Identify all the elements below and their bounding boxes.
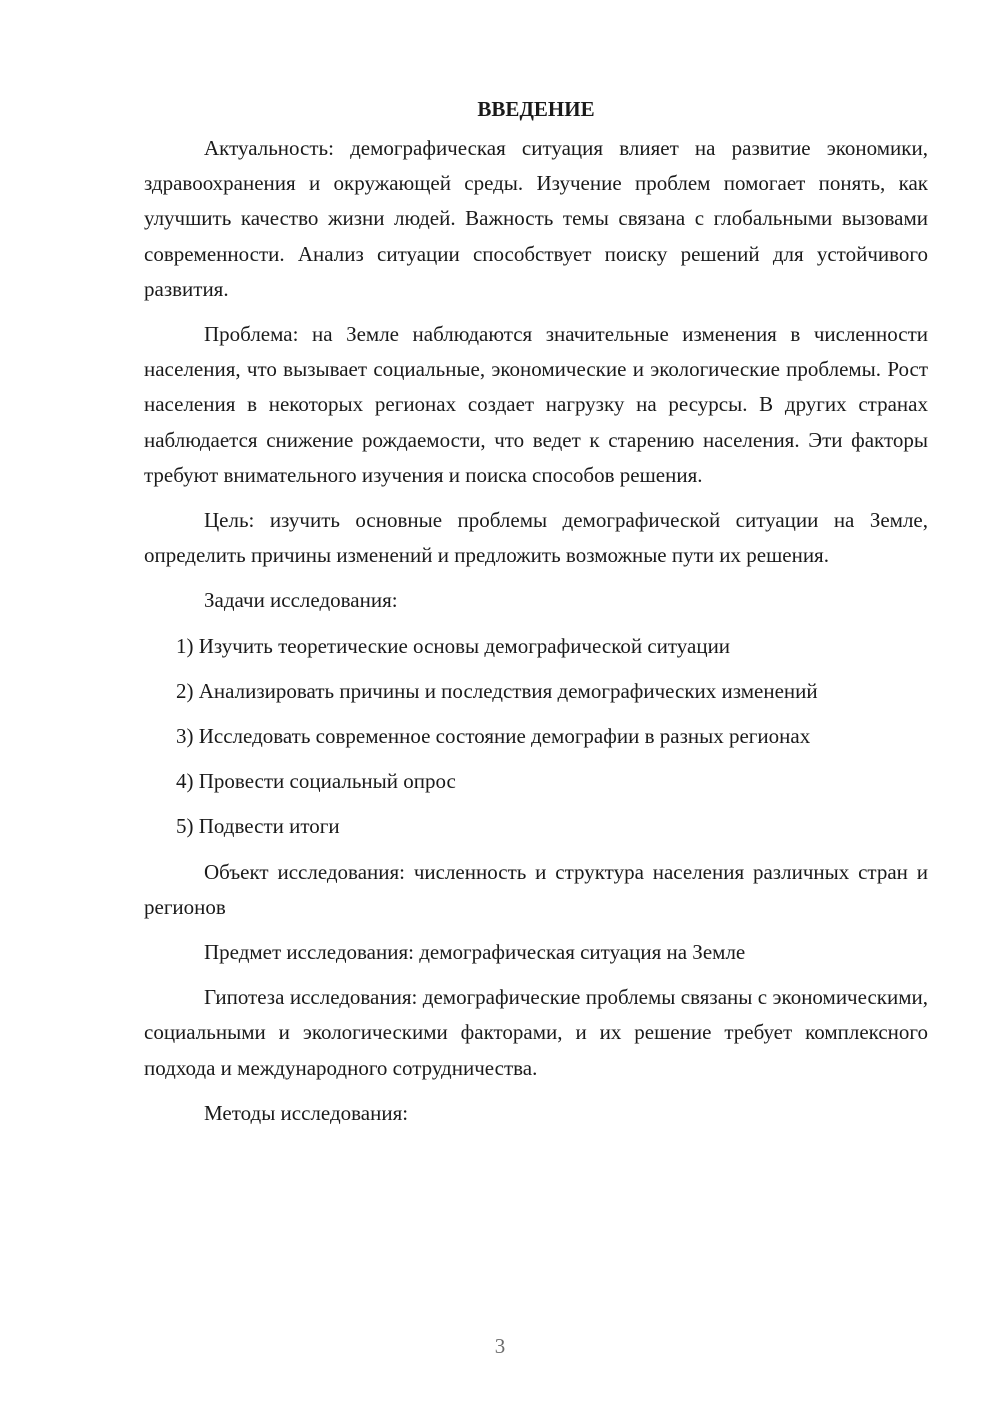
methods-heading: Методы исследования: bbox=[204, 1100, 409, 1125]
goal-paragraph: Цель: изучить основные проблемы демографической ситуации на Земле, определить причины изменений и предложить возможные пути их решения. bbox=[144, 508, 928, 568]
hypothesis-paragraph: Гипотеза исследования: демографические проблемы связаны с экономическими, социальными и экологическими факторами, и их решение требует комплексного подхода и международного сотрудничества. bbox=[144, 985, 928, 1080]
task-item: 1) Изучить теоретические основы демографической ситуации bbox=[176, 633, 731, 658]
page-title: ВВЕДЕНИЕ bbox=[477, 97, 595, 121]
page-number: 3 bbox=[494, 1334, 506, 1358]
subject-paragraph: Предмет исследования: демографическая ситуация на Земле bbox=[204, 940, 746, 965]
problem-paragraph: Проблема: на Земле наблюдаются значительные изменения в численности населения, что вызывает социальные, экономические и экологические проблемы. Рост населения в некоторых регионах создает нагрузку на ресурсы. В других странах наблюдается снижение рождаемости, что ведет к старению населения. Эти факторы требуют внимательного изучения и поиска способов решения. bbox=[144, 322, 928, 487]
task-item: 3) Исследовать современное состояние демографии в разных регионах bbox=[176, 724, 811, 749]
document-page bbox=[144, 92, 928, 1141]
tasks-heading: Задачи исследования: bbox=[204, 588, 398, 613]
relevance-paragraph: Актуальность: демографическая ситуация влияет на развитие экономики, здравоохранения и окружающей среды. Изучение проблем помогает понять, как улучшить качество жизни людей. Важность темы связана с глобальными вызовами современности. Анализ ситуации способствует поиску решений для устойчивого развития. bbox=[144, 136, 928, 301]
task-item: 2) Анализировать причины и последствия демографических изменений bbox=[176, 678, 818, 703]
object-paragraph: Объект исследования: численность и структура населения различных стран и регионов bbox=[144, 859, 928, 919]
task-item: 5) Подвести итоги bbox=[176, 814, 340, 839]
task-item: 4) Провести социальный опрос bbox=[176, 769, 456, 794]
